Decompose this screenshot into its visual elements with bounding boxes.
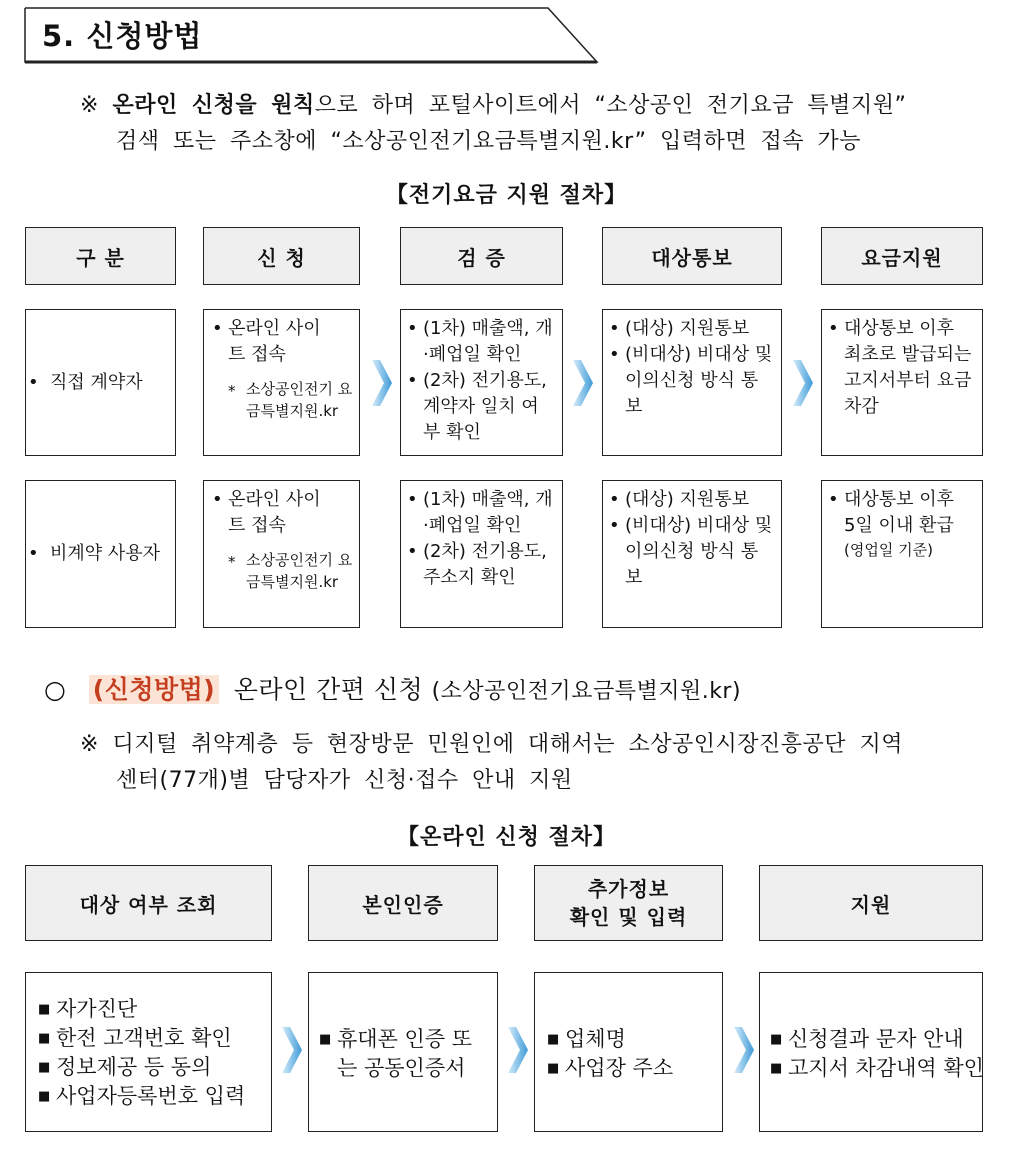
procedure1-title: 【전기요금 지원 절차】 [385,183,628,208]
note2-line2: 센터(77개)별 담당자가 신청·접수 안내 지원 [116,768,573,793]
arrow-right-icon [508,1027,528,1073]
row2-support-item: • 대상통보 이후 5일 이내 환급 [826,487,964,539]
row1-apply-note-mark: * [228,382,236,400]
step3-item: ■ 업체명 [547,1025,716,1054]
row2-support-note: (영업일 기준) [844,541,933,559]
row1-apply-box [203,309,360,456]
section-heading: 신청방법 [86,19,203,53]
header-identity-verification: 본인인증 [308,865,498,941]
row1-support-box [821,309,983,456]
step1-item: ■ 한전 고객번호 확인 [38,1024,271,1053]
row2-category: • 비계약 사용자 [26,541,160,567]
method-mark: ○ [44,675,67,704]
row1-category: • 직접 계약자 [26,370,143,396]
row2-verify-item: • (2차) 전기용도, 주소지 확인 [405,539,556,591]
row2-apply-box [203,480,360,628]
note-line2: 검색 또는 주소창에 “소상공인전기요금특별지원.kr” 입력하면 접속 가능 [116,129,862,154]
method-text: 온라인 간편 신청 [233,675,424,704]
note2-line1: 디지털 취약계층 등 현장방문 민원인에 대해서는 소상공인시장진흥공단 지역 [112,732,903,757]
header-apply: 신 청 [203,227,360,285]
step4-box [759,972,983,1132]
row2-apply-note [210,549,354,593]
arrow-right-icon [372,360,392,406]
step2-item: ■ 휴대폰 인증 또는 공동인증서 [319,1025,491,1083]
note-digital-vulnerable [80,727,1000,799]
row1-category-box [25,309,176,456]
arrow-right-icon [282,1027,302,1073]
step1-item: ■ 정보제공 등 동의 [38,1053,271,1082]
row1-apply-note [210,378,354,422]
procedure2-title: 【온라인 신청 절차】 [396,825,617,850]
step3-box [534,972,723,1132]
note-bold-text: 온라인 신청을 원칙 [112,93,315,118]
row1-apply-item: • 온라인 사이트 접속 [210,316,328,368]
row1-support-item: • 대상통보 이후 최초로 발급되는 고지서부터 요금 차감 [826,316,976,420]
header-support-step: 지원 [759,865,983,941]
step2-box [308,972,498,1132]
section-title [0,0,600,66]
row1-verify-box [400,309,563,456]
method-url-note: (소상공인전기요금특별지원.kr) [431,679,742,704]
header-additional-info-line2: 확인 및 입력 [569,905,688,929]
row2-apply-note-mark: * [228,553,236,571]
header-verify: 검 증 [400,227,563,285]
step1-item: ■ 사업자등록번호 입력 [38,1082,271,1111]
step1-item: ■ 자가진단 [38,995,271,1024]
row1-verify-item: • (2차) 전기용도, 계약자 일치 여부 확인 [405,368,556,446]
arrow-right-icon [734,1027,754,1073]
arrow-right-icon [793,360,813,406]
header-additional-info [534,865,723,941]
header-eligibility-check: 대상 여부 조회 [25,865,272,941]
step3-item: ■ 사업장 주소 [547,1054,716,1083]
row2-notify-item: • (비대상) 비대상 및 이의신청 방식 통보 [607,513,775,591]
note-online-principle [80,88,1000,160]
row2-support-box [821,480,983,628]
note2-mark: ※ [80,732,99,757]
row2-verify-box [400,480,563,628]
method-line [44,670,741,706]
row2-verify-item: • (1차) 매출액, 개·폐업일 확인 [405,487,556,539]
row2-apply-item: • 온라인 사이트 접속 [210,487,328,539]
note-line1-rest: 으로 하며 포털사이트에서 “소상공인 전기요금 특별지원” [314,93,907,118]
row1-notify-item: • (비대상) 비대상 및 이의신청 방식 통보 [607,342,775,420]
row2-category-box [25,480,176,628]
row1-apply-note-text: 소상공인전기 요금특별지원.kr [246,380,353,420]
row1-notify-box [602,309,782,456]
header-support: 요금지원 [821,227,983,285]
arrow-right-icon [573,360,593,406]
row2-notify-box [602,480,782,628]
row1-verify-item: • (1차) 매출액, 개·폐업일 확인 [405,316,556,368]
row1-notify-item: • (대상) 지원통보 [607,316,775,342]
header-additional-info-line1: 추가정보 [587,877,670,901]
header-notify: 대상통보 [602,227,782,285]
step4-item: ■ 고지서 차감내역 확인 [770,1054,978,1083]
row2-notify-item: • (대상) 지원통보 [607,487,775,513]
section-number: 5. [42,19,76,53]
method-label: (신청방법) [89,675,219,704]
row2-apply-note-text: 소상공인전기 요금특별지원.kr [246,551,353,591]
step1-box [25,972,272,1132]
header-category: 구 분 [25,227,176,285]
step4-item: ■ 신청결과 문자 안내 [770,1025,978,1054]
note-mark: ※ [80,93,99,118]
